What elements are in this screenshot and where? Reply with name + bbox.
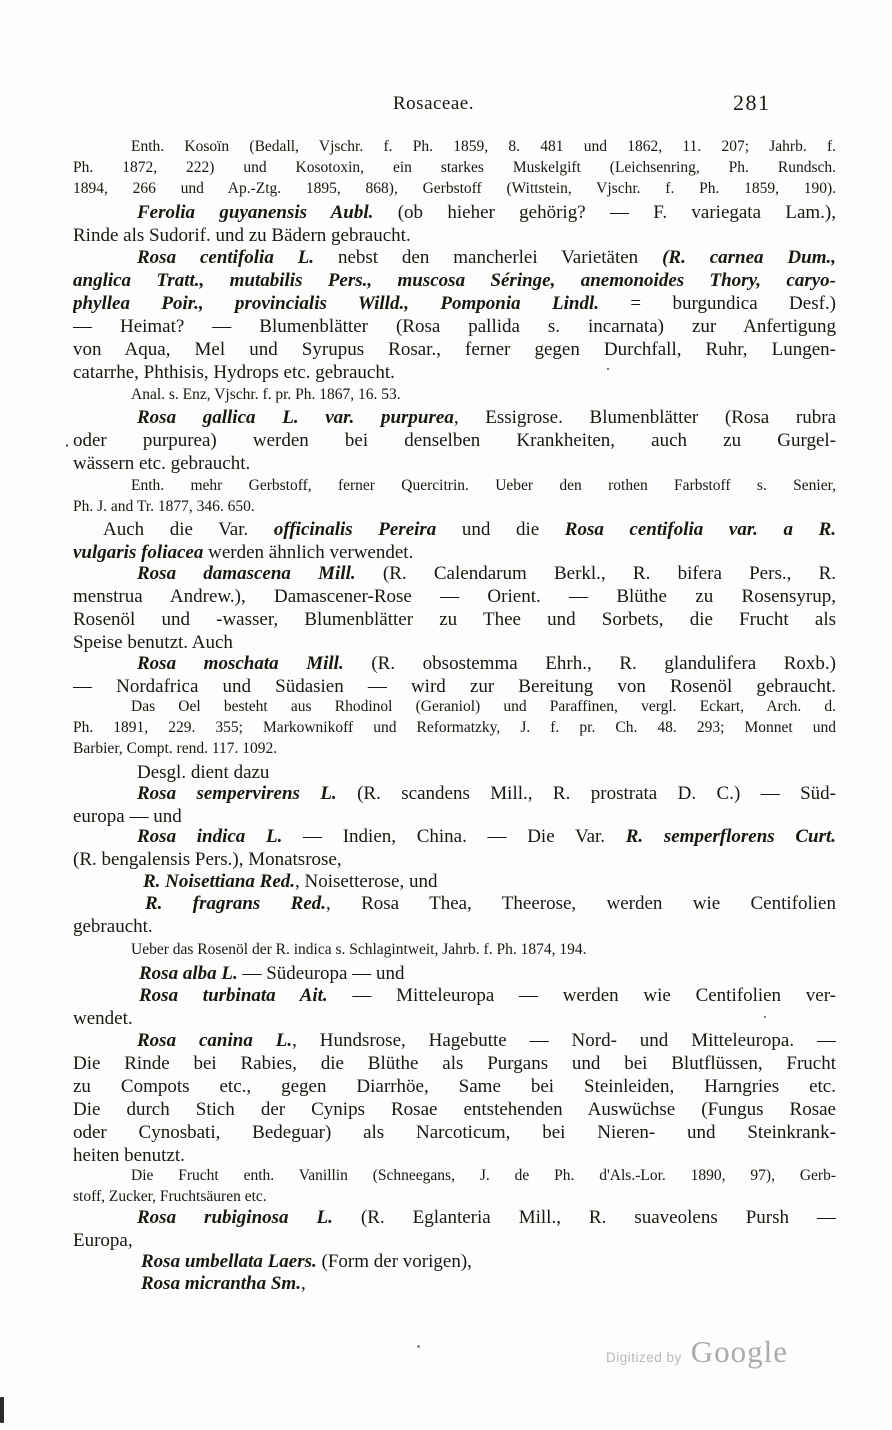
running-head-title: Rosaceae. (393, 93, 474, 114)
text-line (73, 338, 836, 361)
species-name: Rosa moschata Mill. (137, 653, 344, 674)
paragraph (73, 201, 836, 247)
species-name: officinalis Pereira (273, 519, 437, 540)
digitized-by-label: Digitized by (606, 1350, 682, 1365)
page-number: 281 (733, 90, 771, 115)
text-segment: menstrua Andrew.), Damascener-Rose — Orient. — Blüthe zu Rosensyrup, (73, 586, 836, 607)
text-segment: Ph. 1891, 229. 355; Markownikoff und Reformatzky, J. f. pr. Ch. 48. 293; Monnet und (73, 719, 836, 736)
text-line (73, 292, 836, 315)
text-line (73, 452, 836, 475)
text-line (73, 915, 836, 938)
text-line (73, 1052, 836, 1075)
paragraph (73, 1206, 836, 1252)
text-segment: (R. scandens Mill., R. prostrata D. C.) — Süd- (336, 783, 836, 804)
text-segment: , Hundsrose, Hagebutte — Nord- und Mitteleuropa. — (292, 1030, 836, 1051)
paragraph (73, 782, 836, 828)
text-line (73, 696, 836, 717)
text-segment: catarrhe, Phthisis, Hydrops etc. gebraucht. (73, 362, 395, 383)
text-segment: nebst den mancherlei Varietäten (314, 247, 663, 268)
text-segment: , Noisetterose, und (295, 871, 438, 892)
text-line (73, 157, 836, 178)
text-line (73, 761, 836, 784)
text-line (73, 825, 836, 848)
text-line (73, 585, 836, 608)
paragraph (73, 1250, 836, 1273)
paragraph (73, 136, 836, 199)
text-segment: Enth. mehr Gerbstoff, ferner Quercitrin. Ueber den rothen Farbstoff s. Senier, (131, 477, 836, 494)
species-name: Rosa indica L. (137, 826, 283, 847)
text-segment: — Mitteleuropa — werden wie Centifolien ver- (327, 985, 836, 1006)
scan-speck (417, 1345, 420, 1348)
species-name: Rosa alba L. (139, 963, 238, 984)
text-line (73, 848, 836, 871)
paragraph (73, 696, 836, 759)
text-segment: und die (436, 519, 565, 540)
text-line (73, 675, 836, 698)
paragraph (73, 562, 836, 654)
text-line (73, 562, 836, 585)
text-segment: (R. bengalensis Pers.), Monatsrose, (73, 849, 342, 870)
text-segment: Speise benutzt. Auch (73, 632, 233, 653)
text-segment: stoff, Zucker, Fruchtsäuren etc. (73, 1188, 267, 1205)
species-name: Rosa micrantha Sm. (141, 1273, 301, 1294)
text-segment: (Form der vorigen), (316, 1251, 472, 1272)
text-line (73, 1272, 836, 1295)
text-line (73, 870, 836, 893)
text-segment: (R. obsostemma Ehrh., R. glandulifera Roxb.) (343, 653, 836, 674)
text-line (73, 541, 836, 564)
text-line (73, 1007, 836, 1030)
text-line (73, 1029, 836, 1052)
text-segment: Ueber das Rosenöl der R. indica s. Schlagintweit, Jahrb. f. Ph. 1874, 194. (131, 941, 587, 958)
text-line (73, 315, 836, 338)
text-line (73, 1206, 836, 1229)
text-segment: Die durch Stich der Cynips Rosae entstehenden Auswüchse (Fungus Rosae (73, 1099, 836, 1120)
paragraph (73, 1029, 836, 1167)
text-line (73, 178, 836, 199)
text-line (73, 1098, 836, 1121)
text-segment: , Rosa Thea, Theerose, werden wie Centifolien (326, 893, 836, 914)
text-line (73, 201, 836, 224)
text-segment: Desgl. dient dazu (137, 762, 270, 783)
text-segment: , Essigrose. Blumenblätter (Rosa rubra (453, 407, 836, 428)
text-line (73, 717, 836, 738)
text-line (73, 496, 836, 517)
paragraph (73, 406, 836, 475)
text-segment: werden ähnlich verwendet. (203, 542, 414, 563)
scan-speck (607, 368, 609, 370)
text-segment: Ph. J. and Tr. 1877, 346. 650. (73, 498, 255, 515)
text-segment: , (300, 1273, 306, 1294)
text-segment: Die Frucht enth. Vanillin (Schneegans, J. de Ph. d'Als.-Lor. 1890, 97), Gerb- (131, 1167, 836, 1184)
text-segment: gebraucht. (73, 916, 153, 937)
text-segment: oder purpurea) werden bei denselben Krankheiten, auch zu Gurgel- (73, 430, 836, 451)
text-segment: europa — und (73, 806, 182, 827)
text-line (73, 1229, 836, 1252)
paragraph (73, 518, 836, 564)
text-segment: Ph. 1872, 222) und Kosotoxin, ein starkes Muskelgift (Leichsenring, Ph. Rundsch. (73, 159, 836, 176)
paragraph (73, 384, 836, 405)
text-segment: Das Oel besteht aus Rhodinol (Geraniol) und Paraffinen, vergl. Eckart, Arch. d. (131, 698, 836, 715)
species-name: Rosa damascena Mill. (137, 563, 356, 584)
text-line (73, 1144, 836, 1167)
text-segment: Europa, (73, 1230, 133, 1251)
scan-edge-artifact (0, 1397, 4, 1423)
text-segment: Enth. Kosoïn (Bedall, Vjschr. f. Ph. 1859, 8. 481 und 1862, 11. 207; Jahrb. f. (131, 138, 836, 155)
paragraph (73, 1165, 836, 1207)
paragraph (73, 939, 836, 960)
species-name: Rosa canina L. (137, 1030, 293, 1051)
text-line (73, 608, 836, 631)
text-segment: heiten benutzt. (73, 1145, 185, 1166)
paragraph (73, 962, 836, 985)
species-name: Ferolia guyanensis Aubl. (137, 202, 374, 223)
text-segment: von Aqua, Mel und Syrupus Rosar., ferner gegen Durchfall, Ruhr, Lungen- (73, 339, 836, 360)
species-name: Rosa turbinata Ait. (139, 985, 328, 1006)
text-line (73, 1075, 836, 1098)
scan-speck (66, 444, 68, 447)
species-name: phyllea Poir., provincialis Willd., Pomponia Lindl. (73, 293, 599, 314)
paragraph (73, 761, 836, 784)
text-line (73, 1121, 836, 1144)
text-segment: — Indien, China. — Die Var. (282, 826, 626, 847)
text-line (73, 652, 836, 675)
text-line (73, 939, 836, 960)
text-segment: Anal. s. Enz, Vjschr. f. pr. Ph. 1867, 16. 53. (131, 386, 401, 403)
text-segment: — Heimat? — Blumenblätter (Rosa pallida s. incarnata) zur Anfertigung (73, 316, 836, 337)
text-line (73, 892, 836, 915)
text-segment: 1894, 266 und Ap.-Ztg. 1895, 868), Gerbstoff (Wittstein, Vjschr. f. Ph. 1859, 190). (73, 180, 836, 197)
text-line (73, 246, 836, 269)
text-line (73, 631, 836, 654)
text-line (73, 269, 836, 292)
text-segment: (R. Calendarum Berkl., R. bifera Pers., R. (355, 563, 836, 584)
species-name: Rosa umbellata Laers. (141, 1251, 317, 1272)
text-segment: Rinde als Sudorif. und zu Bädern gebraucht. (73, 225, 411, 246)
text-line (73, 361, 836, 384)
text-segment: wässern etc. gebraucht. (73, 453, 251, 474)
text-line (73, 224, 836, 247)
text-line (73, 429, 836, 452)
paragraph (73, 475, 836, 517)
species-name: Rosa centifolia L. (137, 247, 315, 268)
paragraph (73, 825, 836, 871)
text-segment: Barbier, Compt. rend. 117. 1092. (73, 740, 278, 757)
text-line (73, 782, 836, 805)
text-line (73, 475, 836, 496)
species-name: anglica Tratt., mutabilis Pers., muscosa Séringe, anemonoides Thory, caryo- (73, 270, 836, 291)
text-segment: Auch die Var. (103, 519, 274, 540)
paragraph (73, 892, 836, 938)
text-segment: Die Rinde bei Rabies, die Blüthe als Purgans und bei Blutflüssen, Frucht (73, 1053, 836, 1074)
text-segment: zu Compots etc., gegen Diarrhöe, Same bei Steinleiden, Harngries etc. (73, 1076, 836, 1097)
text-line (73, 1165, 836, 1186)
text-segment: — Nordafrica und Südasien — wird zur Bereitung von Rosenöl gebraucht. (73, 676, 836, 697)
text-line (73, 962, 836, 985)
text-line (73, 406, 836, 429)
species-name: Rosa rubiginosa L. (137, 1207, 333, 1228)
text-segment: Rosenöl und -wasser, Blumenblätter zu Thee und Sorbets, die Frucht als (73, 609, 836, 630)
text-segment: wendet. (73, 1008, 133, 1029)
text-segment: oder Cynosbati, Bedeguar) als Narcoticum, bei Nieren- und Steinkrank- (73, 1122, 836, 1143)
text-line (73, 384, 836, 405)
species-name: vulgaris foliacea (73, 542, 204, 563)
text-line (73, 136, 836, 157)
google-logo: Google (690, 1334, 789, 1369)
species-name: Rosa centifolia var. a R. (564, 519, 836, 540)
text-line (73, 1250, 836, 1273)
digitized-by-google-watermark (606, 1334, 788, 1370)
paragraph (73, 1272, 836, 1295)
species-name: Rosa sempervirens L. (137, 783, 337, 804)
species-name: R. semperflorens Curt. (625, 826, 836, 847)
paragraph (73, 870, 836, 893)
scan-speck (764, 1016, 766, 1018)
paragraph (73, 984, 836, 1030)
text-line (73, 1186, 836, 1207)
text-segment: (ob hieher gehörig? — F. variegata Lam.), (373, 202, 836, 223)
text-segment: (R. Eglanteria Mill., R. suaveolens Pursh — (332, 1207, 836, 1228)
species-name: (R. carnea Dum., (662, 247, 836, 268)
paragraph (73, 246, 836, 384)
text-line (73, 738, 836, 759)
species-name: Rosa gallica L. var. purpurea (137, 407, 454, 428)
text-line (73, 518, 836, 541)
species-name: R. Noisettiana Red. (143, 871, 296, 892)
paragraph (73, 652, 836, 698)
text-segment: = burgundica Desf.) (598, 293, 836, 314)
species-name: R. fragrans Red. (145, 893, 327, 914)
text-line (73, 984, 836, 1007)
text-segment: — Südeuropa — und (237, 963, 405, 984)
